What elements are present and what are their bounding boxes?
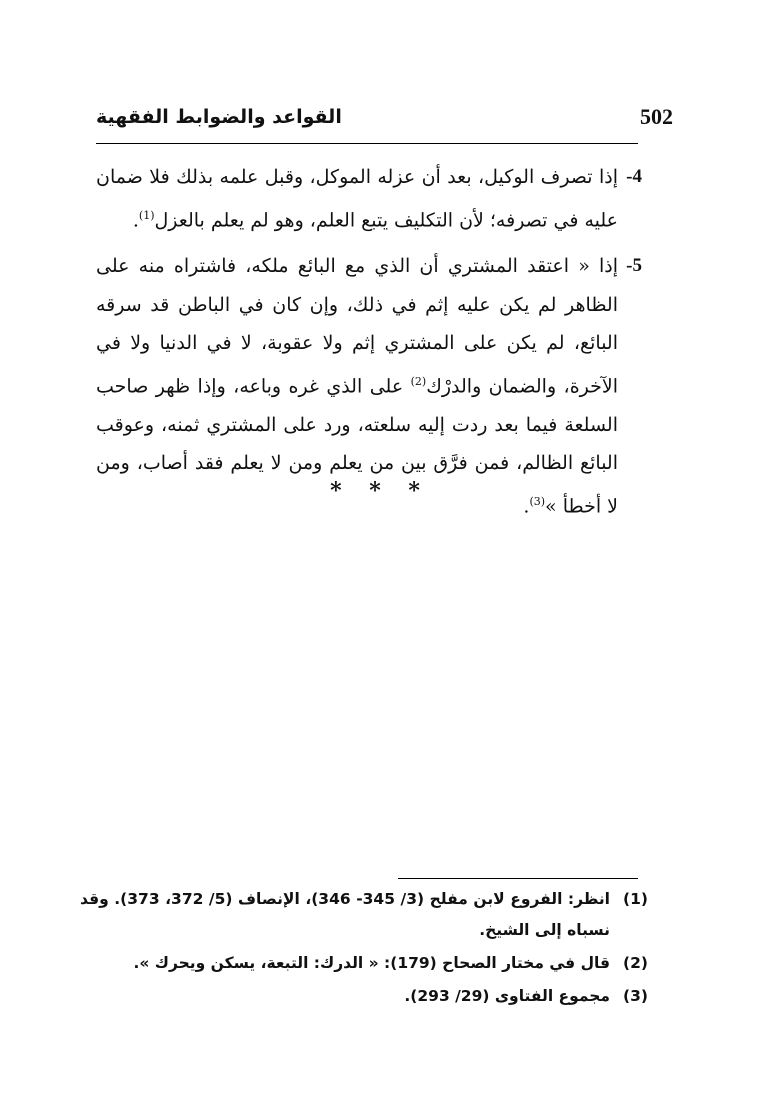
item-number: -4 [626, 166, 642, 187]
footnotes [80, 884, 648, 1014]
footnote-text: مجموع الفتاوى (29/ 293). [404, 987, 610, 1005]
footnote-ref[interactable]: (1) [138, 208, 155, 222]
footnote-number: (3) [623, 987, 648, 1005]
item-tail: . [132, 208, 139, 231]
footnote [80, 884, 648, 946]
header-rule [96, 143, 638, 144]
page-header [88, 104, 673, 144]
footnote-ref[interactable]: (3) [529, 494, 546, 508]
page-number: 502 [640, 104, 673, 129]
footnote-rule [398, 878, 638, 879]
item-text: إذا « اعتقد المشتري أن الذي مع البائع ملكه، فاشتراه منه على الظاهر لم يكن عليه إثم في ذلك، وإن كان في الباطن قد سرقه البائع، لم يكن على المشتري إثم ولا عقوبة، لا في الدنيا ولا في الآخرة، والضمان والدرْك [96, 255, 618, 398]
footnote-text: قال في مختار الصحاح (179): « الدرك: التبعة، يسكن ويحرك ». [133, 954, 610, 972]
item-text: إذا تصرف الوكيل، بعد أن عزله الموكل، وقبل علمه بذلك فلا ضمان عليه في تصرفه؛ لأن التكليف يتبع العلم، وهو لم يعلم بالعزل [96, 166, 618, 231]
footnote [80, 948, 648, 979]
section-separator: * * * [330, 478, 430, 504]
item-number: -5 [626, 255, 642, 277]
footnote [80, 981, 648, 1012]
footnote-ref[interactable]: (2) [410, 374, 427, 388]
item-text-continued: على الذي غره وباعه، وإذا ظهر صاحب السلعة فيما بعد ردت إليه سلعته، ورد على المشتري ثمنه، وعوقب البائع الظالم، فمن فرَّق بين من يعلم ومن لا يعلم فقد أصاب، ومن لا أخطأ » [96, 375, 618, 517]
footnote-text: انظر: الفروع لابن مفلح (3/ 345- 346)، الإنصاف (5/ 372، 373). وقد نسباه إلى الشيخ. [80, 890, 610, 939]
footnote-number: (2) [623, 954, 648, 972]
list-item [96, 158, 642, 239]
footnote-number: (1) [623, 890, 648, 908]
item-tail: . [523, 494, 530, 517]
running-title: القواعد والضوابط الفقهية [96, 106, 342, 128]
